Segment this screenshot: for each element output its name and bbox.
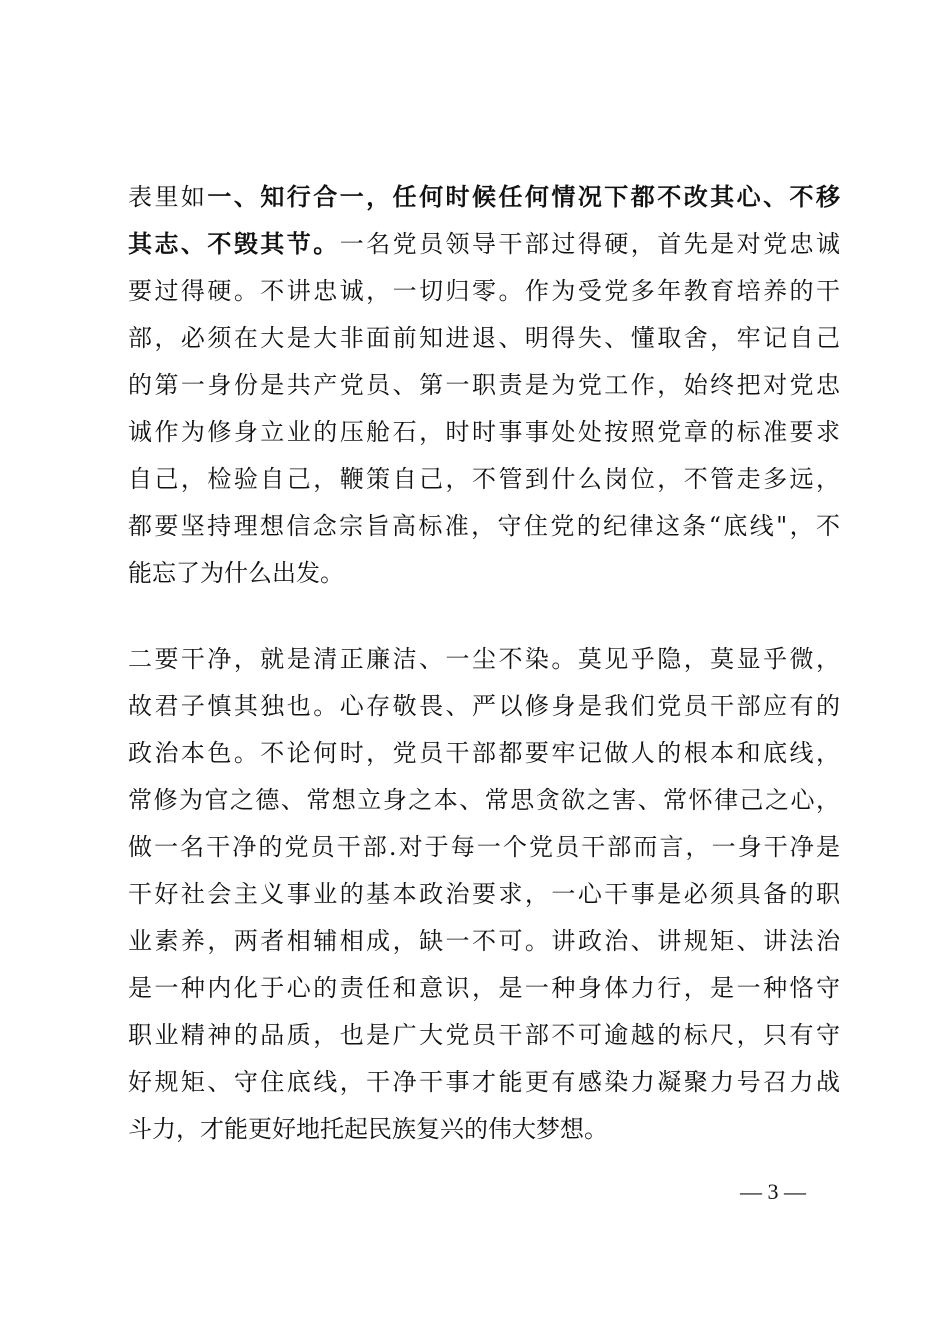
page-number: — 3 — [740, 1179, 806, 1204]
text-line [128, 221, 840, 268]
text-line: 都要坚持理想信念宗旨高标准，守住党的纪律这条“底线"，不 [128, 512, 840, 540]
text-line: 政治本色。不论何时，党员干部都要牢记做人的根本和底线， [128, 739, 840, 767]
paragraph-spacer [128, 597, 840, 636]
document-body [128, 174, 840, 1153]
text-line [128, 174, 840, 221]
text-line: 二要干净，就是清正廉洁、一尘不染。莫见乎隐，莫显乎微， [128, 645, 840, 673]
text-line: 好规矩、守住底线，干净干事才能更有感染力凝聚力号召力战 [128, 1068, 840, 1096]
bold-heading-run: 一、知行合一，任何时候任何情况下都不改其心、不移 [207, 183, 841, 211]
text-line: 的第一身份是共产党员、第一职责是为党工作，始终把对党忠 [128, 371, 840, 399]
text-line: 常修为官之德、常想立身之本、常思贪欲之害、常怀律己之心， [128, 786, 840, 814]
text-line: 故君子慎其独也。心存敬畏、严以修身是我们党员干部应有的 [128, 692, 840, 720]
text-run: 表里如 [128, 183, 208, 211]
bold-heading-run: 其志、不毁其节。 [128, 230, 340, 258]
text-line: 部，必须在大是大非面前知进退、明得失、懂取舍，牢记自己 [128, 324, 840, 352]
text-line: 自己，检验自己，鞭策自己，不管到什么岗位，不管走多远， [128, 465, 840, 493]
text-line: 业素养，两者相辅相成，缺一不可。讲政治、讲规矩、讲法治 [128, 927, 840, 955]
text-line: 要过得硬。不讲忠诚，一切归零。作为受党多年教育培养的干 [128, 277, 840, 305]
text-line: 干好社会主义事业的基本政治要求，一心干事是必须具备的职 [128, 880, 840, 908]
paragraph-loyalty [128, 174, 840, 597]
text-line: 是一种内化于心的责任和意识，是一种身体力行，是一种恪守 [128, 974, 840, 1002]
text-line: 职业精神的品质，也是广大党员干部不可逾越的标尺，只有守 [128, 1021, 840, 1049]
text-line: 斗力，才能更好地托起民族复兴的伟大梦想。 [128, 1115, 608, 1143]
text-run: 一名党员领导干部过得硬，首先是对党忠诚 [339, 230, 841, 258]
paragraph-integrity [128, 636, 840, 1153]
text-line: 能忘了为什么出发。 [128, 559, 344, 587]
text-line: 做一名干净的党员干部.对于每一个党员干部而言，一身干净是 [128, 833, 840, 861]
text-line: 诚作为修身立业的压舱石，时时事事处处按照党章的标准要求 [128, 418, 840, 446]
